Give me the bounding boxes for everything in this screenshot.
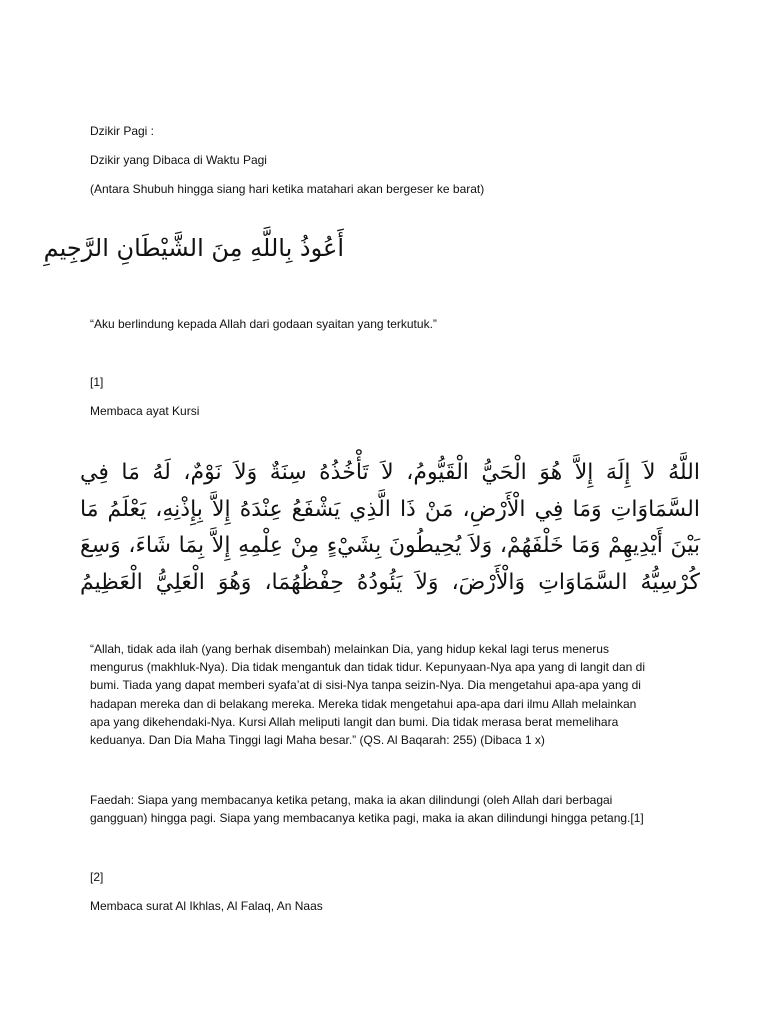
ayat-kursi-line-1: اللَّهُ لاَ إِلَهَ إِلاَّ هُوَ الْحَيُّ الْقَيُّومُ، لاَ تَأْخُذُهُ سِنَةٌ وَلاَ نَوْمٌ، لَهُ مَا فِي — [80, 460, 700, 485]
ayat-kursi-arabic — [80, 455, 700, 601]
section-2-number: [2] — [90, 870, 104, 884]
faedah-line-2: gangguan) hingga pagi. Siapa yang membacanya ketika pagi, maka ia akan dilindungi hingga petang.[1] — [90, 811, 644, 826]
section-1-title: Membaca ayat Kursi — [90, 404, 200, 418]
translation-line-1: “Allah, tidak ada ilah (yang berhak disembah) melainkan Dia, yang hidup kekal lagi terus menerus — [90, 642, 609, 656]
ayat-kursi-line-3: بَيْنَ أَيْدِيهِمْ وَمَا خَلْفَهُمْ، وَلاَ يُحِيطُونَ بِشَيْءٍ مِنْ عِلْمِهِ إِلاَّ بِمَا شَاءَ، وَسِعَ — [80, 533, 700, 558]
subtitle: Dzikir yang Dibaca di Waktu Pagi — [90, 153, 267, 167]
ayat-kursi-translation — [90, 640, 690, 749]
taawudz-translation: “Aku berlindung kepada Allah dari godaan syaitan yang terkutuk.” — [90, 317, 437, 331]
ayat-kursi-line-2: السَّمَاوَاتِ وَمَا فِي الْأَرْضِ، مَنْ ذَا الَّذِي يَشْفَعُ عِنْدَهُ إِلاَّ بِإِذْنِهِ، يَعْلَمُ مَا — [80, 496, 700, 522]
translation-line-4: hadapan mereka dan di belakang mereka. Mereka tidak mengetahui apa-apa dari ilmu Allah melainkan — [90, 696, 637, 711]
translation-line-6: keduanya. Dan Dia Maha Tinggi lagi Maha besar.” (QS. Al Baqarah: 255) (Dibaca 1 x) — [90, 733, 545, 748]
taawudz-arabic: أَعُوذُ بِاللَّهِ مِنَ الشَّيْطَانِ الرَّجِيمِ — [43, 234, 344, 262]
translation-line-2: mengurus (makhluk-Nya). Dia tidak mengantuk dan tidak tidur. Kepunyaan-Nya apa yang di langit dan di — [90, 660, 645, 675]
ayat-kursi-line-4: كُرْسِيُّهُ السَّمَاوَاتِ وَالْأَرْضَ، وَلاَ يَئُودُهُ حِفْظُهُمَا، وَهُوَ الْعَلِيُّ الْعَظِيمُ — [80, 569, 700, 595]
section-2-title: Membaca surat Al Ikhlas, Al Falaq, An Naas — [90, 899, 323, 913]
time-note: (Antara Shubuh hingga siang hari ketika matahari akan bergeser ke barat) — [90, 182, 485, 196]
section-1-number: [1] — [90, 375, 104, 389]
faedah-line-1: Faedah: Siapa yang membacanya ketika petang, maka ia akan dilindungi (oleh Allah dari berbagai — [90, 793, 613, 807]
page-heading: Dzikir Pagi : — [90, 124, 155, 138]
faedah-paragraph — [90, 791, 690, 827]
translation-line-5: apa yang dikehendaki-Nya. Kursi Allah meliputi langit dan bumi. Dia tidak merasa berat memelihara — [90, 714, 619, 729]
translation-line-3: bumi. Tiada yang dapat memberi syafa’at di sisi-Nya tanpa seizin-Nya. Dia mengetahui apa-apa yang di — [90, 678, 641, 693]
